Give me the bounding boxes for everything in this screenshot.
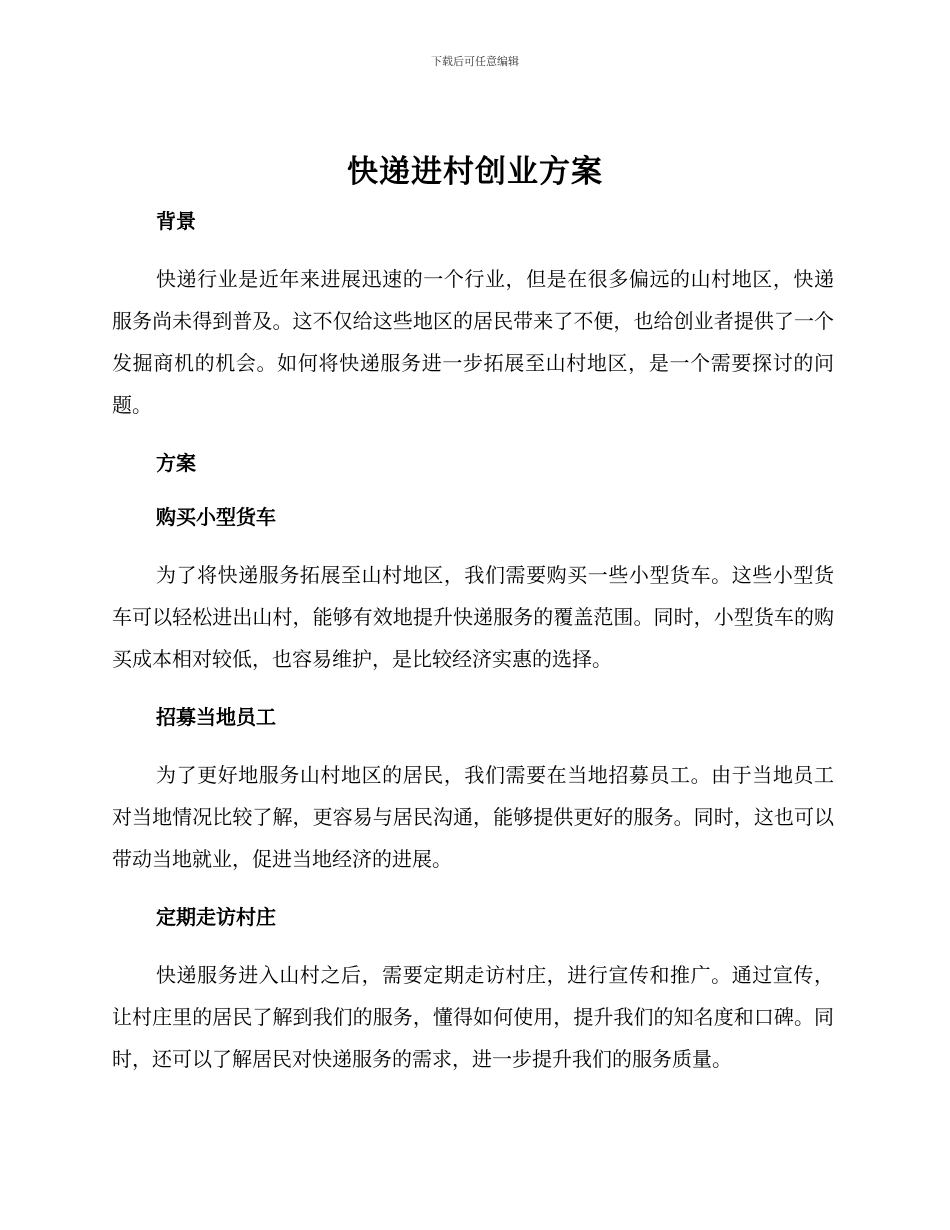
paragraph-visit: 快递服务进入山村之后，需要定期走访村庄，进行宣传和推广。通过宣传，让村庄里的居民了解到我们的服务，懂得如何使用，提升我们的知名度和口碑。同时，还可以了解居民对快递服务的需求，进一步提升我们的服务质量。 [112,963,834,1071]
section-heading-visit: 定期走访村庄 [156,905,276,929]
section-heading-background: 背景 [156,209,196,233]
document-body [112,204,834,1080]
paragraph-staff: 为了更好地服务山村地区的居民，我们需要在当地招募员工。由于当地员工对当地情况比较了解，更容易与居民沟通，能够提供更好的服务。同时，这也可以带动当地就业，促进当地经济的进展。 [112,763,834,871]
document-title: 快递进村创业方案 [347,154,603,190]
section-heading-staff: 招募当地员工 [156,705,276,729]
paragraph-background: 快递行业是近年来进展迅速的一个行业，但是在很多偏远的山村地区，快递服务尚未得到普及。这不仅给这些地区的居民带来了不便，也给创业者提供了一个发掘商机的机会。如何将快递服务进一步拓展至山村地区，是一个需要探讨的问题。 [112,267,834,417]
paragraph-truck: 为了将快递服务拓展至山村地区，我们需要购买一些小型货车。这些小型货车可以轻松进出山村，能够有效地提升快递服务的覆盖范围。同时，小型货车的购买成本相对较低，也容易维护，是比较经济实惠的选择。 [112,563,834,671]
section-heading-truck: 购买小型货车 [156,505,276,529]
page-header-note: 下载后可任意编辑 [431,55,519,68]
section-heading-plan: 方案 [156,451,196,475]
